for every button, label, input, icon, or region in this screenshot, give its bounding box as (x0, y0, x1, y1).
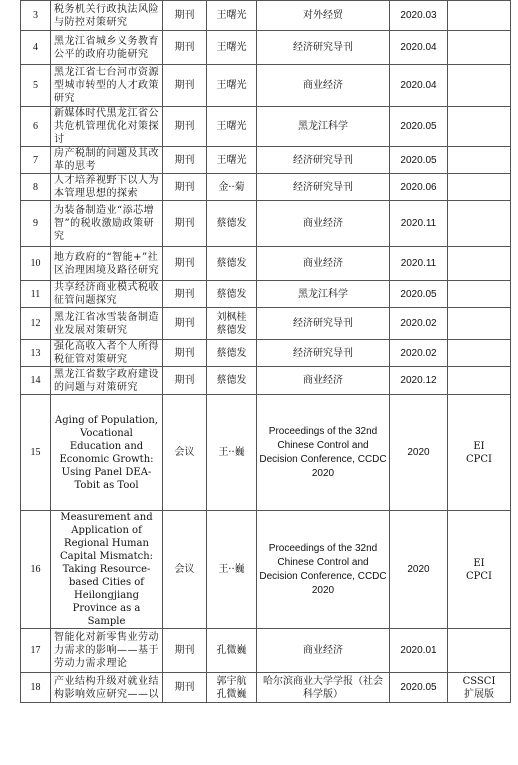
publication-date: 2020 (390, 511, 448, 629)
paper-title: 智能化对新零售业劳动力需求的影响——基于劳动力需求理论 (51, 629, 163, 673)
index-tag (448, 340, 511, 367)
row-number: 3 (21, 1, 51, 31)
table-row (21, 107, 511, 147)
publication-venue: 商业经济 (257, 367, 390, 395)
author-name: 郭宇航 孔微巍 (207, 673, 257, 703)
publication-type: 期刊 (163, 629, 207, 673)
publication-type: 期刊 (163, 174, 207, 201)
publication-type: 期刊 (163, 308, 207, 340)
row-number: 13 (21, 340, 51, 367)
publication-type: 期刊 (163, 367, 207, 395)
row-number: 10 (21, 247, 51, 281)
publication-type: 期刊 (163, 147, 207, 174)
publication-type: 期刊 (163, 281, 207, 308)
publication-venue: 经济研究导刊 (257, 31, 390, 65)
publication-venue: 商业经济 (257, 247, 390, 281)
row-number: 8 (21, 174, 51, 201)
paper-title: 黑龙江省冰雪装备制造业发展对策研究 (51, 308, 163, 340)
index-tag (448, 174, 511, 201)
table-row (21, 629, 511, 673)
table-row (21, 367, 511, 395)
publication-venue: 经济研究导刊 (257, 174, 390, 201)
publication-date: 2020.04 (390, 31, 448, 65)
paper-title: Aging of Population, Vocational Education and Economic Growth: Using Panel DEA-Tobit as Tool (51, 395, 163, 511)
index-tag (448, 1, 511, 31)
table-row (21, 395, 511, 511)
author-name: 蔡德发 (207, 201, 257, 247)
author-name: 蔡德发 (207, 367, 257, 395)
index-tag (448, 247, 511, 281)
publication-type: 期刊 (163, 201, 207, 247)
row-number: 9 (21, 201, 51, 247)
table-row (21, 147, 511, 174)
row-number: 14 (21, 367, 51, 395)
author-name: 王曙光 (207, 1, 257, 31)
paper-title: 为装备制造业“添芯增智”的税收激励政策研究 (51, 201, 163, 247)
author-name: 蔡德发 (207, 281, 257, 308)
publication-venue: 对外经贸 (257, 1, 390, 31)
paper-title: 黑龙江省七台河市资源型城市转型的人才政策研究 (51, 65, 163, 107)
publication-date: 2020.04 (390, 65, 448, 107)
index-tag (448, 147, 511, 174)
paper-title: 新媒体时代黑龙江省公共危机管理优化对策探讨 (51, 107, 163, 147)
author-name: 孔微巍 (207, 629, 257, 673)
paper-title: 人才培养视野下以人为本管理思想的探索 (51, 174, 163, 201)
author-name: 王··巍 (207, 511, 257, 629)
publication-date: 2020 (390, 395, 448, 511)
publication-date: 2020.02 (390, 340, 448, 367)
index-tag (448, 629, 511, 673)
author-name: 王··巍 (207, 395, 257, 511)
publication-venue: 经济研究导刊 (257, 147, 390, 174)
publication-type: 期刊 (163, 107, 207, 147)
row-number: 16 (21, 511, 51, 629)
publication-type: 期刊 (163, 673, 207, 703)
publication-venue: 商业经济 (257, 201, 390, 247)
table-row (21, 1, 511, 31)
publication-date: 2020.03 (390, 1, 448, 31)
paper-title: 共享经济商业模式税收征管问题探究 (51, 281, 163, 308)
publication-venue: 经济研究导刊 (257, 340, 390, 367)
row-number: 18 (21, 673, 51, 703)
table-row (21, 31, 511, 65)
publication-date: 2020.02 (390, 308, 448, 340)
publication-venue: 黑龙江科学 (257, 281, 390, 308)
row-number: 12 (21, 308, 51, 340)
author-name: 王曙光 (207, 147, 257, 174)
index-tag (448, 308, 511, 340)
paper-title: 黑龙江省城乡义务教育公平的政府功能研究 (51, 31, 163, 65)
index-tag (448, 65, 511, 107)
publication-venue: 经济研究导刊 (257, 308, 390, 340)
table-row (21, 65, 511, 107)
paper-title: 产业结构升级对就业结构影响效应研究——以 (51, 673, 163, 703)
publication-table (20, 0, 511, 703)
publication-type: 会议 (163, 511, 207, 629)
publication-type: 期刊 (163, 31, 207, 65)
publication-date: 2020.11 (390, 201, 448, 247)
publication-venue: 商业经济 (257, 629, 390, 673)
publication-venue: 黑龙江科学 (257, 107, 390, 147)
index-tag: EI CPCI (448, 511, 511, 629)
publication-date: 2020.11 (390, 247, 448, 281)
publication-venue: 商业经济 (257, 65, 390, 107)
table-row (21, 281, 511, 308)
publication-venue: Proceedings of the 32nd Chinese Control and Decision Conference, CCDC 2020 (257, 395, 390, 511)
table-row (21, 340, 511, 367)
publication-type: 期刊 (163, 247, 207, 281)
publication-venue: 哈尔滨商业大学学报（社会科学版） (257, 673, 390, 703)
index-tag (448, 107, 511, 147)
row-number: 7 (21, 147, 51, 174)
publication-date: 2020.05 (390, 673, 448, 703)
publication-type: 期刊 (163, 340, 207, 367)
publication-type: 期刊 (163, 1, 207, 31)
author-name: 金··菊 (207, 174, 257, 201)
index-tag (448, 367, 511, 395)
table-row (21, 247, 511, 281)
table-row (21, 201, 511, 247)
author-name: 王曙光 (207, 31, 257, 65)
row-number: 17 (21, 629, 51, 673)
row-number: 11 (21, 281, 51, 308)
author-name: 蔡德发 (207, 247, 257, 281)
paper-title: 强化高收入者个人所得税征管对策研究 (51, 340, 163, 367)
paper-title: 黑龙江省数字政府建设的问题与对策研究 (51, 367, 163, 395)
index-tag (448, 201, 511, 247)
index-tag (448, 31, 511, 65)
paper-title: Measurement and Application of Regional Human Capital Mismatch: Taking Resource-based Cities of Heilongjiang Province as a Sample (51, 511, 163, 629)
table-row (21, 673, 511, 703)
index-tag (448, 281, 511, 308)
publication-date: 2020.06 (390, 174, 448, 201)
paper-title: 房产税制的问题及其改革的思考 (51, 147, 163, 174)
publication-venue: Proceedings of the 32nd Chinese Control and Decision Conference, CCDC 2020 (257, 511, 390, 629)
publication-table-body (21, 1, 511, 703)
table-row (21, 174, 511, 201)
row-number: 4 (21, 31, 51, 65)
author-name: 蔡德发 (207, 340, 257, 367)
row-number: 6 (21, 107, 51, 147)
publication-date: 2020.01 (390, 629, 448, 673)
publication-date: 2020.05 (390, 281, 448, 308)
table-row (21, 308, 511, 340)
publication-type: 会议 (163, 395, 207, 511)
author-name: 王曙光 (207, 107, 257, 147)
paper-title: 地方政府的“智能+”社区治理困境及路径研究 (51, 247, 163, 281)
paper-title: 税务机关行政执法风险与防控对策研究 (51, 1, 163, 31)
author-name: 王曙光 (207, 65, 257, 107)
author-name: 刘枫桂 蔡德发 (207, 308, 257, 340)
row-number: 15 (21, 395, 51, 511)
publication-date: 2020.05 (390, 147, 448, 174)
publication-type: 期刊 (163, 65, 207, 107)
index-tag: CSSCI 扩展版 (448, 673, 511, 703)
index-tag: EI CPCI (448, 395, 511, 511)
row-number: 5 (21, 65, 51, 107)
publication-date: 2020.05 (390, 107, 448, 147)
table-row (21, 511, 511, 629)
publication-date: 2020.12 (390, 367, 448, 395)
